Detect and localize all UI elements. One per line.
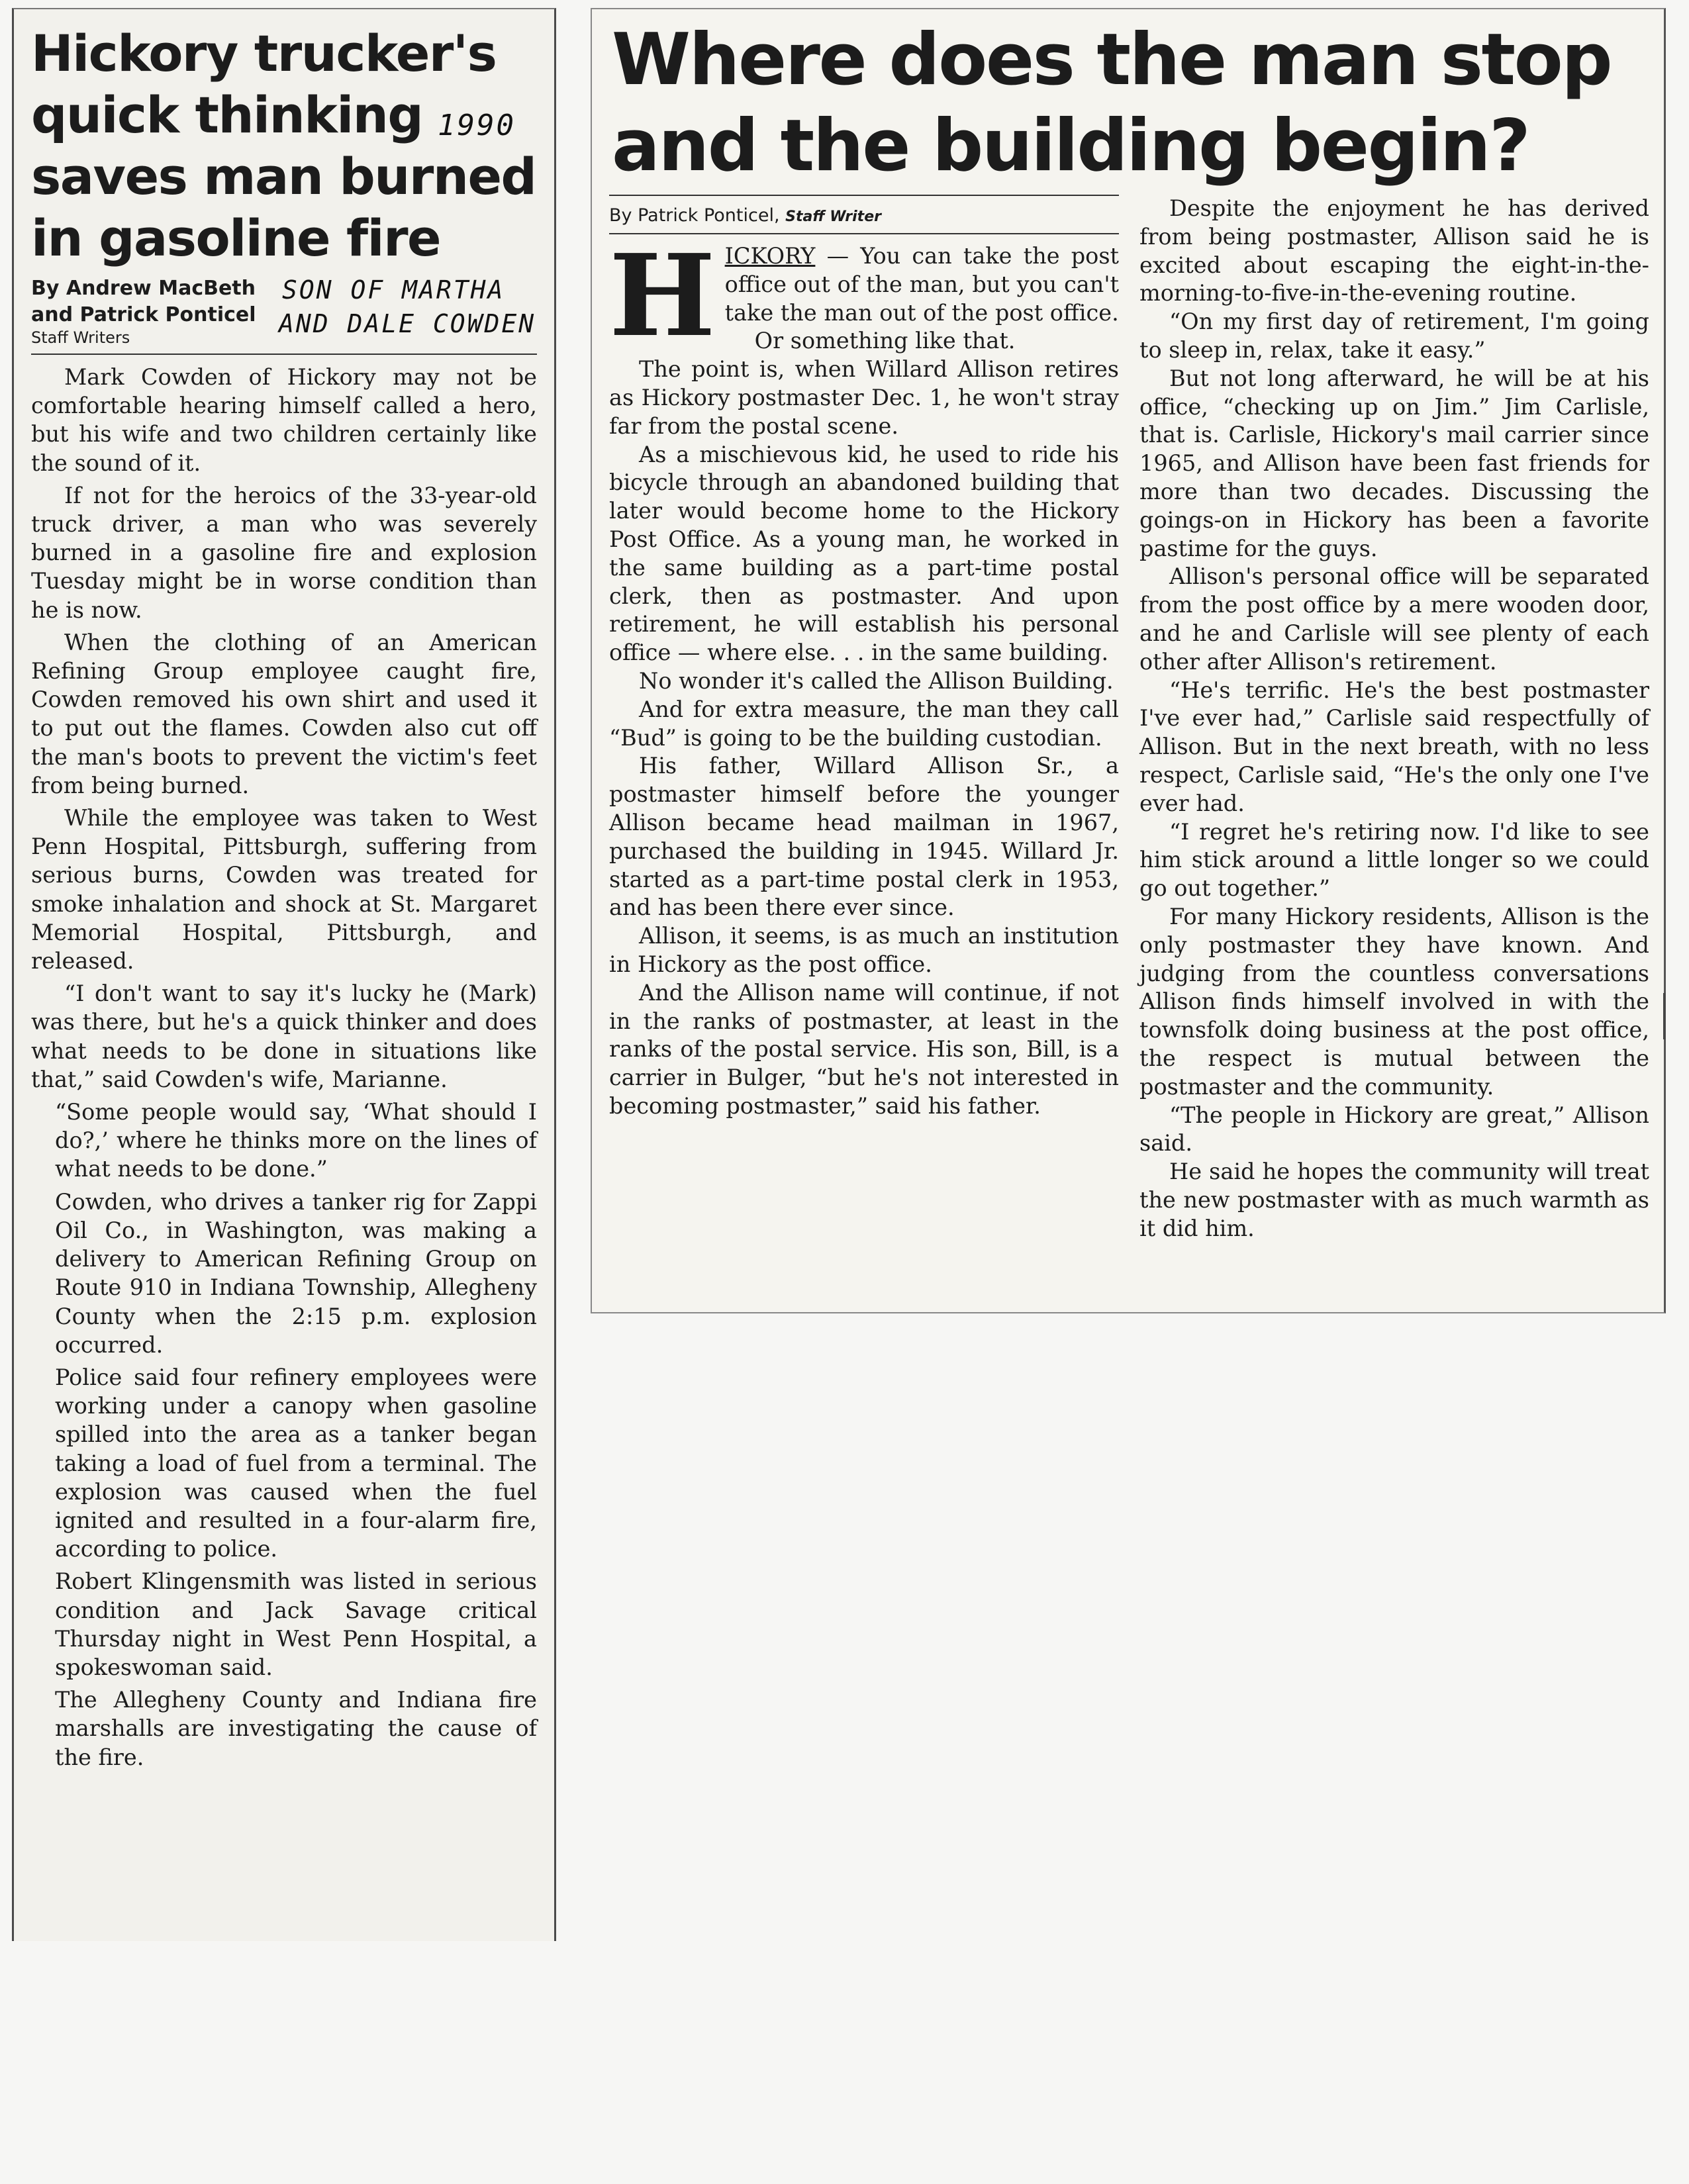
right-paragraph: For many Hickory residents, Allison is the only postmaster they have known. And judging from the countless conversations Allison finds himself involved in with the townsfolk doing business at the post office, the respect is mutual between the postmaster and the community. <box>1139 903 1649 1100</box>
right-paragraph: But not long afterward, he will be at his office, “checking up on Jim.” Jim Carlisle, that is. Carlisle, Hickory's mail carrier since 1965, and Allison have been fast friends for more than two decades. Discussing the goings-on in Hickory has been a favorite pastime for the guys. <box>1139 365 1649 561</box>
right-article-columns <box>609 195 1649 1243</box>
dateline: ICKORY <box>724 243 816 269</box>
right-paragraph: He said he hopes the community will treat the new postmaster with as much warmth as it did him. <box>1139 1159 1649 1241</box>
left-byline-rule <box>31 354 537 355</box>
left-paragraph: If not for the heroics of the 33-year-old truck driver, a man who was severely burned in a gasoline fire and explosion Tuesday might be in worse condition than he is now. <box>31 482 537 623</box>
right-byline-name: By Patrick Ponticel, <box>609 205 780 226</box>
right-paragraph: “He's terrific. He's the best postmaster I've ever had,” Carlisle said respectfully of Allison. But in the next breath, with no less respect, Carlisle said, “He's the only one I've ever had. <box>1139 677 1649 816</box>
right-clipping <box>591 8 1666 1313</box>
right-paragraph: And for extra measure, the man they call “Bud” is going to be the building custodian. <box>609 696 1119 751</box>
right-byline <box>609 195 1119 230</box>
right-paragraph: His father, Willard Allison Sr., a postmaster himself before the younger Allison became head mailman in 1967, purchased the building in 1945. Willard Jr. started as a part-time postal clerk in 1953, and has been there ever since. <box>609 753 1119 921</box>
left-paragraph: Police said four refinery employees were working under a canopy when gasoline spilled into the area as a tanker began taking a load of fuel from a terminal. The explosion was caused when the fuel ignited and resulted in a four-alarm fire, according to police. <box>55 1364 537 1562</box>
left-paragraph: While the employee was taken to West Penn Hospital, Pittsburgh, suffering from serious burns, Cowden was treated for smoke inhalation and shock at St. Margaret Memorial Hospital, Pittsburgh, and released. <box>31 805 537 974</box>
right-paragraph: Allison's personal office will be separated from the post office by a mere wooden door, and he and Carlisle will see plenty of each other after Allison's retirement. <box>1139 563 1649 675</box>
right-paragraph: The point is, when Willard Allison retires as Hickory postmaster Dec. 1, he won't stray far from the postal scene. <box>609 356 1119 439</box>
handwritten-note-line1: SON OF MARTHA <box>282 275 505 305</box>
left-byline-line2: and Patrick Ponticel <box>31 303 256 326</box>
right-column-1 <box>609 195 1119 1243</box>
left-paragraph: When the clothing of an American Refining Group employee caught fire, Cowden removed his own shirt and used it to put out the flames. Cowden also cut off the man's boots to prevent the victim's feet from being burned. <box>31 629 537 798</box>
left-paragraph: Robert Klingensmith was listed in serious condition and Jack Savage critical Thursday night in West Penn Hospital, a spokeswoman said. <box>55 1568 537 1680</box>
right-paragraph: “I regret he's retiring now. I'd like to see him stick around a little longer so we could go out together.” <box>1139 818 1649 902</box>
right-column-2 <box>1139 195 1649 1243</box>
left-staff-label: Staff Writers <box>31 328 130 347</box>
right-headline: Where does the man stop and the building begin? <box>612 19 1612 187</box>
left-byline-line1: By Andrew MacBeth <box>31 277 256 300</box>
scan-edge-mark <box>1663 993 1665 1039</box>
handwritten-year: 1990 <box>438 109 516 142</box>
right-paragraph: No wonder it's called the Allison Building. <box>639 667 1114 694</box>
left-paragraph: The Allegheny County and Indiana fire marshalls are investigating the cause of the fire. <box>55 1687 537 1770</box>
handwritten-note-line2: AND DALE COWDEN <box>279 309 536 338</box>
dropcap-letter: H <box>609 230 716 362</box>
right-paragraph: And the Allison name will continue, if not in the ranks of postmaster, at least in the ranks of the postal service. His son, Bill, is a carrier in Bulger, “but he's not interested in becoming postmaster,” said his father. <box>609 979 1119 1119</box>
right-paragraph: “On my first day of retirement, I'm going to sleep in, relax, take it easy.” <box>1139 309 1649 363</box>
right-paragraph: Allison, it seems, is as much an institution in Hickory as the post office. <box>609 923 1119 977</box>
right-paragraph: As a mischievous kid, he used to ride his bicycle through an abandoned building that later would become home to the Hickory Post Office. As a young man, he worked in the same building as a part-time postal clerk, then as postmaster. And upon retirement, he will establish his personal office — where else. . . in the same building. <box>609 441 1119 666</box>
left-paragraph: “Some people would say, ‘What should I do?,’ where he thinks more on the lines of what needs to be done.” <box>55 1099 537 1182</box>
lead-text: — You can take the post office out of the man, but you can't take the man out of the post office. <box>724 243 1119 326</box>
right-staff-label: Staff Writer <box>785 209 881 225</box>
left-paragraph: Cowden, who drives a tanker rig for Zappi Oil Co., in Washington, was making a delivery to American Refining Group on Route 910 in Indiana Township, Allegheny County when the 2:15 p.m. explosion occurred. <box>55 1188 537 1358</box>
left-paragraph: Mark Cowden of Hickory may not be comfortable hearing himself called a hero, but his wife and two children certainly like the sound of it. <box>31 364 537 476</box>
left-clipping <box>12 8 556 1941</box>
right-paragraph: Or something like that. <box>754 328 1016 354</box>
right-paragraph: Despite the enjoyment he has derived from being postmaster, Allison said he is excited about escaping the eight-in-the-morning-to-five-in-the-evening routine. <box>1139 195 1649 307</box>
left-paragraph: “I don't want to say it's lucky he (Mark) was there, but he's a quick thinker and does what needs to be done in situations like that,” said Cowden's wife, Marianne. <box>31 980 537 1092</box>
left-article-body <box>31 363 537 1772</box>
right-paragraph: “The people in Hickory are great,” Allison said. <box>1139 1102 1649 1157</box>
left-headline: Hickory trucker's quick thinking saves man burned in gasoline fire <box>31 24 536 267</box>
